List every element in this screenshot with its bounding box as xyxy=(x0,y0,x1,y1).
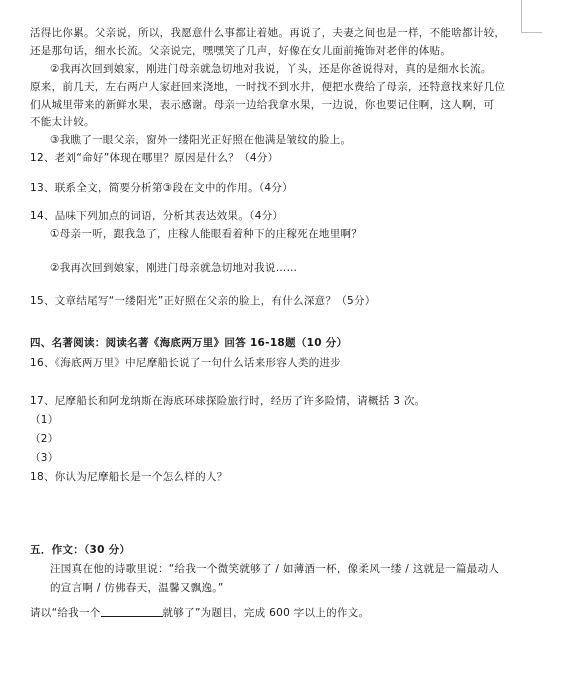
question-18: 18、你认为尼摩船长是一个怎么样的人？ xyxy=(30,471,228,483)
answer-slot-1: （1） xyxy=(30,414,59,426)
essay-prompt xyxy=(30,605,369,620)
essay-title-blank xyxy=(101,605,163,617)
passage-line: 还是那句话，细水长流。父亲说完，嘿嘿笑了几声，好像在女儿面前掩饰对老伴的体贴。 xyxy=(30,45,452,57)
page-corner-mark xyxy=(521,0,542,33)
question-14: 14、品味下列加点的词语，分析其表达效果。（4分） xyxy=(30,210,284,222)
passage-paragraph-3: ③我瞧了一眼父亲，窗外一缕阳光正好照在他满是皱纹的脸上。 xyxy=(50,134,352,146)
question-14-item-1: ①母亲一听，跟我急了，庄稼人能眼看着种下的庄稼死在地里啊？ xyxy=(50,228,363,240)
essay-intro: 的宣言啊 / 仿佛春天，温馨又飘逸。” xyxy=(50,582,224,594)
section-5-heading: 五．作文：（30 分） xyxy=(30,544,131,556)
question-14-item-2: ②我再次回到娘家，刚进门母亲就急切地对我说…… xyxy=(50,262,298,274)
passage-line: 原来，前几天，左右两户人家赶回来浇地，一时找不到水井，便把水费给了母亲，还特意找来好几位 xyxy=(30,81,506,93)
essay-intro: 汪国真在他的诗歌里说：“给我一个微笑就够了 / 如薄酒一杯，像柔风一缕 / 这就是一篇最动人 xyxy=(50,563,500,575)
passage-line: 活得比你累。父亲说，所以，我愿意什么事都让着她。再说了，夫妻之间也是一样，不能啥都计较， xyxy=(30,27,506,39)
question-13: 13、联系全文，简要分析第③段在文中的作用。（4分） xyxy=(30,182,294,194)
question-12: 12、老刘“命好”体现在哪里？原因是什么？（4分） xyxy=(30,152,279,164)
passage-line: 不能太计较。 xyxy=(30,116,95,128)
essay-prompt-end: 就够了”为题目，完成 600 字以上的作文。 xyxy=(162,607,370,619)
section-4-heading: 四、名著阅读：阅读名著《海底两万里》回答 16-18题（10 分） xyxy=(30,337,348,349)
answer-slot-2: （2） xyxy=(30,433,59,445)
question-17: 17、尼摩船长和阿龙纳斯在海底环球探险旅行时，经历了许多险情，请概括 3 次。 xyxy=(30,395,426,407)
passage-line: 们从城里带来的新鲜水果，表示感谢。母亲一边给我拿水果，一边说，你也要记住啊，这人啊，可 xyxy=(30,99,495,111)
essay-prompt-start: 请以“给我一个 xyxy=(30,607,101,619)
passage-paragraph-2: ②我再次回到娘家，刚进门母亲就急切地对我说，丫头，还是你爸说得对，真的是细水长流。 xyxy=(50,63,492,75)
question-15: 15、文章结尾写“一缕阳光”正好照在父亲的脸上，有什么深意？（5分） xyxy=(30,295,376,307)
answer-slot-3: （3） xyxy=(30,452,59,464)
question-16: 16、《海底两万里》中尼摩船长说了一句什么话来形容人类的进步 xyxy=(30,357,342,369)
